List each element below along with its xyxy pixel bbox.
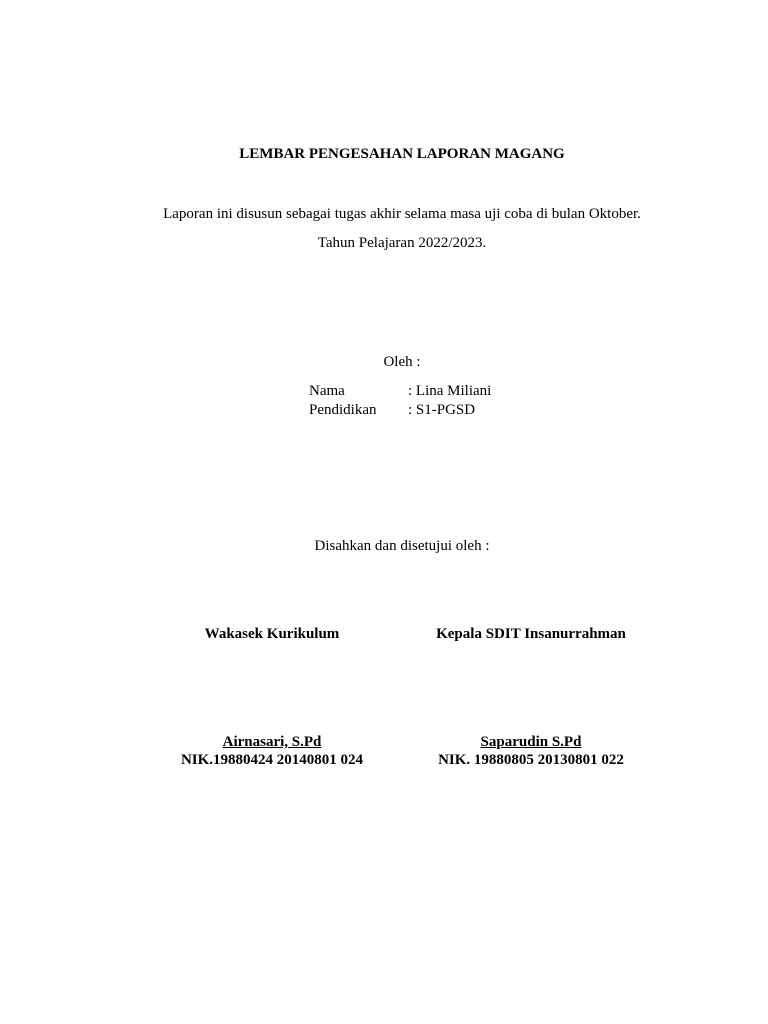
signatory-left-role: Wakasek Kurikulum <box>204 626 340 642</box>
approval-label: Disahkan dan disetujui oleh : <box>314 538 490 554</box>
author-education-label: Pendidikan <box>309 402 377 418</box>
signatory-right-name: Saparudin S.Pd <box>480 734 582 750</box>
author-education-row <box>309 402 475 419</box>
signatory-right-role: Kepala SDIT Insanurrahman <box>436 626 626 642</box>
document-title: LEMBAR PENGESAHAN LAPORAN MAGANG <box>239 146 565 162</box>
signatory-right-nik: NIK. 19880805 20130801 022 <box>438 752 624 768</box>
intro-line-2: Tahun Pelajaran 2022/2023. <box>317 235 487 251</box>
author-name-row <box>309 383 491 400</box>
signatory-left-nik: NIK.19880424 20140801 024 <box>180 752 364 768</box>
author-education-value: : S1-PGSD <box>408 402 476 418</box>
author-name-value: : Lina Miliani <box>408 383 492 399</box>
signatory-left-name: Airnasari, S.Pd <box>222 734 322 750</box>
by-label: Oleh : <box>383 354 421 370</box>
author-name-label: Nama <box>309 383 345 399</box>
intro-line-1: Laporan ini disusun sebagai tugas akhir selama masa uji coba di bulan Oktober. <box>163 206 641 222</box>
